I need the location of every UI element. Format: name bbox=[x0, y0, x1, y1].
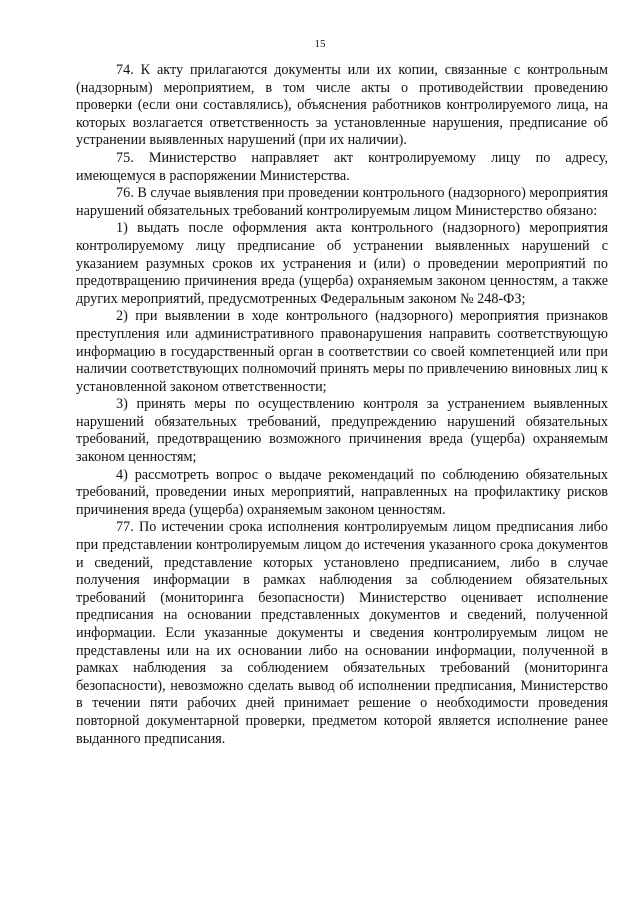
page-number: 15 bbox=[314, 38, 326, 50]
paragraph-76-item-4: 4) рассмотреть вопрос о выдаче рекомендаций по соблюдению обязательных требований, проведении иных мероприятий, направленных на профилактику рисков причинения вреда (ущерба) охраняемым законом ценностям. bbox=[76, 466, 608, 518]
paragraph-77: 77. По истечении срока исполнения контролируемым лицом предписания либо при представлении контролируемым лицом до истечения указанного срока документов и сведений, представление которых установлено предписанием, либо в случае получения информации в рамках наблюдения за соблюдением обязательных требований (мониторинга безопасности) Министерство оценивает исполнение предписания на основании представленных документов и сведений, полученной информации. Если указанные документы и сведения контролируемым лицом не представлены или на их основании либо на основании информации, полученной в рамках наблюдения за соблюдением обязательных требований (мониторинга безопасности), невозможно сделать вывод об исполнении предписания, Министерство в течении пяти рабочих дней принимает решение о необходимости проведения повторной документарной проверки, предметом которой является исполнение ранее выданного предписания. bbox=[76, 519, 608, 747]
paragraph-74: 74. К акту прилагаются документы или их копии, связанные с контрольным (надзорным) мероприятием, в том числе акты о противодействии проведению проверки (если они составлялись), объяснения работников контролируемого лица, на которых возлагается ответственность за установленные нарушения, предписание об устранении выявленных нарушений (при их наличии). bbox=[76, 62, 608, 149]
paragraph-76-item-2: 2) при выявлении в ходе контрольного (надзорного) мероприятия признаков преступления или административного правонарушения направить соответствующую информацию в государственный орган в соответствии со своей компетенцией или при наличии соответствующих полномочий принять меры по привлечению виновных лиц к установленной законом ответственности; bbox=[76, 308, 608, 395]
paragraph-75: 75. Министерство направляет акт контролируемому лицу по адресу, имеющемуся в распоряжении Министерства. bbox=[76, 149, 608, 184]
document-body bbox=[76, 62, 608, 748]
paragraph-76: 76. В случае выявления при проведении контрольного (надзорного) мероприятия нарушений обязательных требований контролируемым лицом Министерство обязано: bbox=[76, 185, 608, 219]
paragraph-76-item-1: 1) выдать после оформления акта контрольного (надзорного) мероприятия контролируемому лицу предписание об устранении выявленных нарушений с указанием разумных сроков их устранения и (или) о проведении мероприятий по предотвращению причинения вреда (ущерба) охраняемым законом ценностям, а также других мероприятий, предусмотренных Федеральным законом № 248-ФЗ; bbox=[76, 220, 608, 307]
paragraph-76-item-3: 3) принять меры по осуществлению контроля за устранением выявленных нарушений обязательных требований, предупреждению нарушений обязательных требований, предотвращению возможного причинения вреда (ущерба) охраняемым законом ценностям; bbox=[76, 396, 608, 466]
